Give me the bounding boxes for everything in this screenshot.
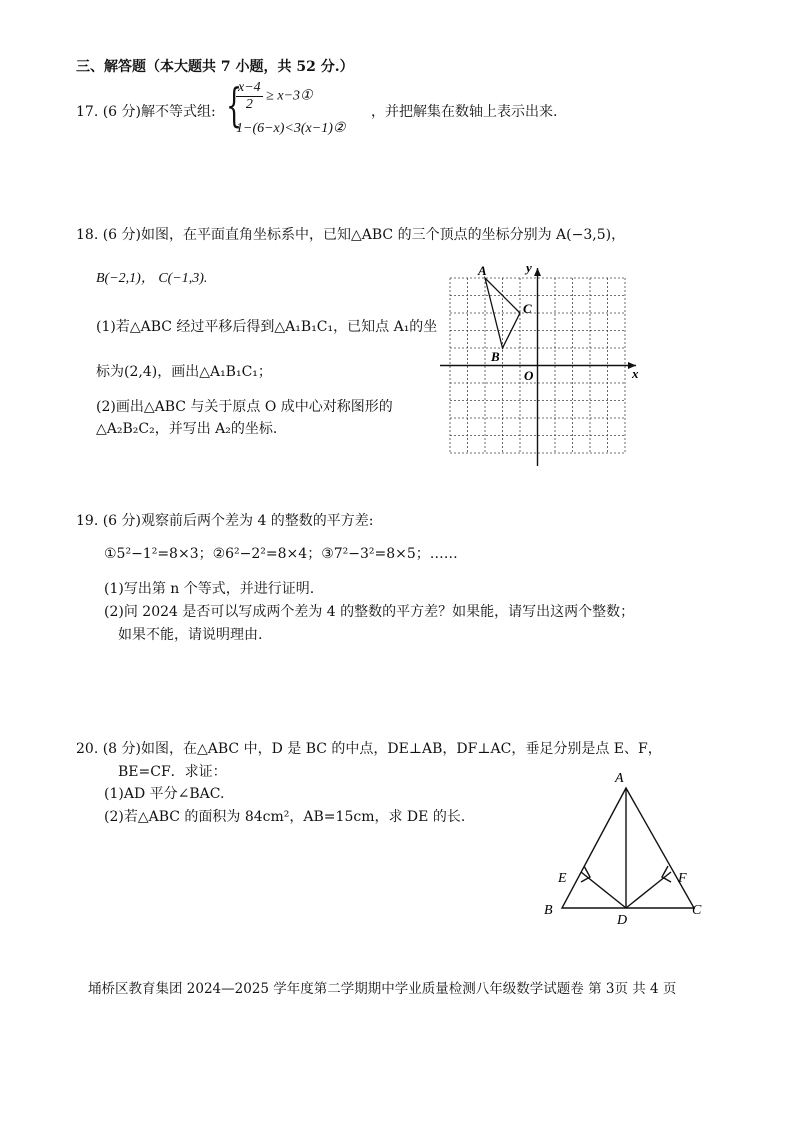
q20-line1: 20. (8 分)如图，在△ABC 中，D 是 BC 的中点，DE⊥AB，DF⊥AC，垂足分别是点 E、F， — [76, 741, 662, 757]
q18-part1-a: (1)若△ABC 经过平移后得到△A₁B₁C₁，已知点 A₁的坐 — [96, 319, 438, 335]
point-e-label: E — [558, 871, 567, 886]
q20-triangle-figure — [538, 766, 718, 928]
segment-df — [626, 872, 671, 908]
section-header: 三、解答题（本大题共 7 小题，共 52 分.） — [76, 59, 354, 75]
q17-tail: ，并把解集在数轴上表示出来. — [371, 104, 558, 120]
q19-examples: ①5²−1²=8×3；②6²−2²=8×4；③7²−3²=8×5；…… — [104, 546, 458, 562]
q19-stem: 19. (6 分)观察前后两个差为 4 的整数的平方差: — [76, 513, 374, 529]
right-angle-f — [662, 866, 671, 882]
vertex-a-label: A — [615, 771, 624, 786]
q20-part1: (1)AD 平分∠BAC. — [104, 786, 225, 802]
q20-part2: (2)若△ABC 的面积为 84cm²，AB=15cm，求 DE 的长. — [104, 809, 466, 825]
q17-brace: { — [226, 78, 243, 132]
q20-line2: BE=CF．求证： — [118, 764, 227, 780]
coordinate-axes — [440, 268, 636, 466]
q19-part2-b: 如果不能，请说明理由. — [118, 627, 263, 643]
triangle-abc-outline — [562, 788, 694, 908]
origin-label: O — [524, 368, 534, 383]
q17-inequality-2: 1−(6−x)<3(x−1)② — [236, 121, 346, 136]
point-c-label: C — [523, 301, 532, 316]
vertex-c-label: C — [692, 903, 702, 918]
point-d-label: D — [617, 913, 628, 928]
point-a-label: A — [478, 263, 487, 278]
point-b-label: B — [491, 349, 500, 364]
q18-part2-a: (2)画出△ABC 与关于原点 O 成中心对称图形的 — [96, 399, 393, 415]
q19-part1: (1)写出第 n 个等式，并进行证明. — [104, 581, 315, 597]
y-axis-label: y — [526, 260, 532, 275]
q18-coordinate-figure — [438, 260, 648, 472]
vertex-b-label: B — [544, 903, 553, 918]
q18-line1: 18. (6 分)如图，在平面直角坐标系中，已知△ABC 的三个顶点的坐标分别为 A(−3,5)， — [76, 227, 626, 243]
q18-part2-b: △A₂B₂C₂，并写出 A₂的坐标. — [96, 421, 278, 437]
q19-part2-a: (2)问 2024 是否可以写成两个差为 4 的整数的平方差？如果能，请写出这两个整数； — [104, 604, 635, 620]
q18-part1-b: 标为(2,4)，画出△A₁B₁C₁； — [96, 364, 272, 380]
q17-inequality-1: $\frac{x-4}{2}$ ≥ x−3① — [238, 80, 313, 112]
q18-line2: B(−2,1)， C(−1,3). — [96, 271, 208, 286]
q17-number: 17. (6 分)解不等式组: — [76, 104, 216, 120]
page-footer: 埇桥区教育集团 2024—2025 学年度第二学期期中学业质量检测八年级数学试题卷 第 3页 共 4 页 — [88, 981, 677, 997]
point-f-label: F — [678, 871, 687, 886]
x-axis-label: x — [632, 366, 639, 381]
segment-de — [581, 872, 626, 908]
